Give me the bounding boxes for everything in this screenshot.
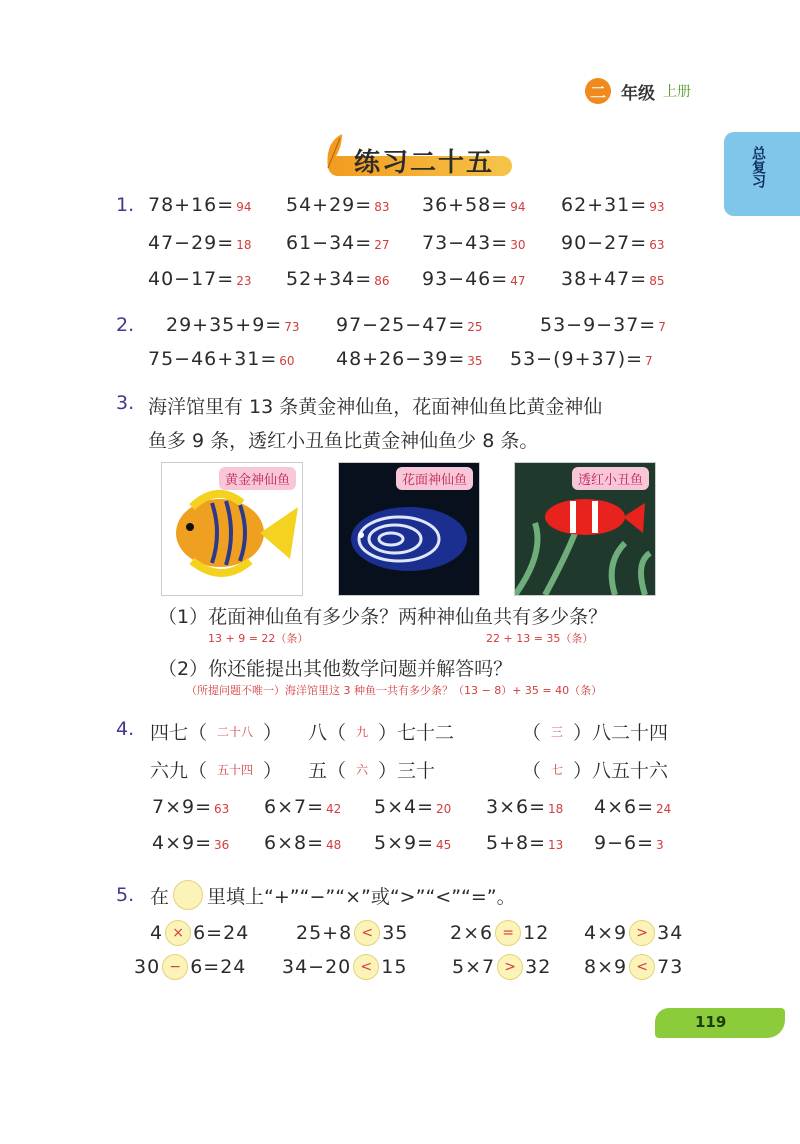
comparison-right: 6=24 (193, 922, 250, 944)
equation-text: 54+29= (286, 194, 373, 216)
answer-text: 18 (548, 802, 564, 816)
answer-text: 35 (467, 354, 483, 368)
equation-text: 3×6= (486, 796, 547, 818)
answer-text: 27 (374, 238, 390, 252)
answer-text: 94 (236, 200, 252, 214)
grade-header (585, 78, 691, 104)
answer-text: 86 (374, 274, 390, 288)
comparison-right: 35 (382, 922, 409, 944)
multiplication-rhyme (308, 718, 454, 745)
equation-text: 97−25−47= (336, 314, 466, 336)
comparison-item (584, 920, 683, 946)
rhyme-suffix: ） (263, 722, 283, 744)
equation-text: 90−27= (561, 232, 648, 254)
answer-text: 18 (236, 238, 252, 252)
exercise-title (322, 138, 512, 180)
equation-text: 47−29= (148, 232, 235, 254)
rhyme-suffix: ）八五十六 (573, 760, 669, 782)
equation-text: 6×7= (264, 796, 325, 818)
rhyme-answer: 六 (356, 763, 369, 777)
photo-label-emperor: 花面神仙鱼 (396, 467, 473, 490)
equation-text: 75−46+31= (148, 348, 278, 370)
comparison-item (296, 920, 408, 946)
question-number-4: 4. (116, 718, 135, 740)
q3-subquestion-2: （2）你还能提出其他数学问题并解答吗？ (158, 658, 513, 680)
multiplication-rhyme (150, 718, 282, 745)
rhyme-prefix: （ (522, 722, 542, 744)
equation-text: 48+26−39= (336, 348, 466, 370)
equation-item (148, 194, 251, 216)
comparison-right: 6=24 (190, 956, 247, 978)
question-number-5: 5. (116, 884, 135, 906)
comparison-left: 4 (150, 922, 164, 944)
q3-text-line1: 海洋馆里有 13 条黄金神仙鱼，花面神仙鱼比黄金神仙 (148, 396, 603, 418)
equation-item (336, 314, 483, 336)
equation-item (594, 796, 671, 818)
equation-item (336, 348, 483, 370)
answer-text: 45 (436, 838, 452, 852)
comparison-item (452, 954, 551, 980)
photo-golden-angelfish (161, 462, 303, 596)
answer-text: 85 (649, 274, 665, 288)
rhyme-prefix: 六九（ (150, 760, 208, 782)
equation-text: 40−17= (148, 268, 235, 290)
answer-text: 20 (436, 802, 452, 816)
photo-clownfish (514, 462, 656, 596)
operator-circle: > (629, 920, 655, 946)
answer-text: 13 (548, 838, 564, 852)
equation-item (166, 314, 299, 336)
answer-text: 25 (467, 320, 483, 334)
rhyme-suffix: ）八二十四 (573, 722, 669, 744)
multiplication-rhyme (308, 756, 435, 783)
equation-text: 53−9−37= (540, 314, 657, 336)
grade-number-badge: 二 (585, 78, 611, 104)
page-number-badge (655, 1008, 785, 1038)
comparison-left: 30 (134, 956, 161, 978)
rhyme-answer: 三 (551, 725, 564, 739)
equation-item (422, 194, 525, 216)
operator-circle: > (497, 954, 523, 980)
answer-text: 36 (214, 838, 230, 852)
q3-answer-2: （所提问题不唯一）海洋馆里这 3 种鱼一共有多少条？（13 − 8）+ 35 = 40（条） (186, 684, 603, 697)
photo-emperor-angelfish (338, 462, 480, 596)
answer-text: 3 (656, 838, 664, 852)
equation-text: 93−46= (422, 268, 509, 290)
rhyme-prefix: 五（ (308, 760, 347, 782)
comparison-left: 5×7 (452, 956, 496, 978)
equation-item (286, 194, 389, 216)
rhyme-prefix: （ (522, 760, 542, 782)
equation-text: 53−(9+37)= (510, 348, 644, 370)
equation-text: 73−43= (422, 232, 509, 254)
rhyme-answer: 五十四 (217, 763, 254, 777)
answer-text: 73 (284, 320, 300, 334)
equation-text: 5×4= (374, 796, 435, 818)
operator-circle: × (165, 920, 191, 946)
comparison-item (134, 954, 246, 980)
answer-text: 93 (649, 200, 665, 214)
question-number-2: 2. (116, 314, 135, 336)
answer-text: 7 (645, 354, 653, 368)
side-tab-review[interactable] (724, 132, 800, 216)
equation-item (286, 268, 389, 290)
equation-item (422, 268, 525, 290)
equation-text: 52+34= (286, 268, 373, 290)
q5-instruction-pre: 在 (150, 885, 170, 908)
comparison-item (584, 954, 683, 980)
equation-item (486, 832, 563, 854)
equation-item (594, 832, 664, 854)
equation-item (561, 194, 664, 216)
equation-item (561, 232, 664, 254)
comparison-right: 12 (523, 922, 550, 944)
photo-label-golden: 黄金神仙鱼 (219, 467, 296, 490)
q3-text-line2: 鱼多 9 条，透红小丑鱼比黄金神仙鱼少 8 条。 (148, 430, 539, 452)
page-title: 练习二十五 (354, 148, 495, 178)
answer-text: 30 (510, 238, 526, 252)
operator-circle: < (629, 954, 655, 980)
q5-instruction (150, 880, 516, 910)
equation-text: 4×6= (594, 796, 655, 818)
answer-text: 63 (214, 802, 230, 816)
equation-text: 5+8= (486, 832, 547, 854)
comparison-right: 73 (657, 956, 684, 978)
equation-item (148, 268, 251, 290)
side-tab-label: 总复习 (750, 146, 766, 188)
equation-item (374, 796, 451, 818)
equation-text: 61−34= (286, 232, 373, 254)
equation-item (286, 232, 389, 254)
answer-text: 94 (510, 200, 526, 214)
answer-text: 83 (374, 200, 390, 214)
equation-text: 36+58= (422, 194, 509, 216)
equation-item (510, 348, 653, 370)
rhyme-answer: 九 (356, 725, 369, 739)
comparison-left: 2×6 (450, 922, 494, 944)
question-number-1: 1. (116, 194, 135, 216)
operator-circle: = (495, 920, 521, 946)
rhyme-answer: 七 (551, 763, 564, 777)
answer-text: 47 (510, 274, 526, 288)
operator-circle: < (354, 920, 380, 946)
comparison-left: 4×9 (584, 922, 628, 944)
answer-text: 63 (649, 238, 665, 252)
answer-text: 23 (236, 274, 252, 288)
answer-text: 60 (279, 354, 295, 368)
grade-label: 年级 (621, 83, 655, 104)
rhyme-suffix: ） (263, 760, 283, 782)
multiplication-rhyme (522, 718, 668, 745)
equation-text: 78+16= (148, 194, 235, 216)
comparison-right: 15 (381, 956, 408, 978)
equation-item (264, 796, 341, 818)
equation-text: 38+47= (561, 268, 648, 290)
answer-text: 42 (326, 802, 342, 816)
equation-item (422, 232, 525, 254)
operator-circle: − (162, 954, 188, 980)
rhyme-suffix: ）七十二 (378, 722, 455, 744)
equation-item (264, 832, 341, 854)
photo-label-clownfish: 透红小丑鱼 (572, 467, 649, 490)
multiplication-rhyme (522, 756, 668, 783)
rhyme-prefix: 八（ (308, 722, 347, 744)
comparison-right: 34 (657, 922, 684, 944)
equation-item (148, 348, 295, 370)
equation-item (148, 232, 251, 254)
comparison-item (282, 954, 407, 980)
equation-text: 29+35+9= (166, 314, 283, 336)
equation-text: 62+31= (561, 194, 648, 216)
multiplication-rhyme (150, 756, 282, 783)
equation-item (540, 314, 666, 336)
comparison-item (150, 920, 249, 946)
blank-circle-icon (173, 880, 203, 910)
q3-answer-1b: 22 + 13 = 35（条） (486, 632, 594, 645)
answer-text: 7 (658, 320, 666, 334)
equation-item (152, 796, 229, 818)
comparison-item (450, 920, 549, 946)
rhyme-prefix: 四七（ (150, 722, 208, 744)
operator-circle: < (353, 954, 379, 980)
equation-text: 5×9= (374, 832, 435, 854)
equation-text: 7×9= (152, 796, 213, 818)
rhyme-answer: 二十八 (217, 725, 254, 739)
q3-subquestion-1: （1）花面神仙鱼有多少条？两种神仙鱼共有多少条？ (158, 606, 608, 628)
volume-label: 上册 (663, 84, 691, 100)
q3-answer-1a: 13 + 9 = 22（条） (208, 632, 309, 645)
answer-text: 24 (656, 802, 672, 816)
equation-item (374, 832, 451, 854)
question-number-3: 3. (116, 392, 135, 414)
equation-text: 4×9= (152, 832, 213, 854)
equation-item (152, 832, 229, 854)
page-number: 119 (695, 1013, 727, 1031)
q5-instruction-post: 里填上“+”“−”“×”或“>”“<”“=”。 (207, 885, 516, 908)
equation-text: 6×8= (264, 832, 325, 854)
feather-icon (324, 132, 346, 170)
comparison-left: 8×9 (584, 956, 628, 978)
answer-text: 48 (326, 838, 342, 852)
equation-text: 9−6= (594, 832, 655, 854)
equation-item (561, 268, 664, 290)
equation-item (486, 796, 563, 818)
rhyme-suffix: ）三十 (378, 760, 436, 782)
comparison-left: 34−20 (282, 956, 352, 978)
comparison-left: 25+8 (296, 922, 353, 944)
comparison-right: 32 (525, 956, 552, 978)
